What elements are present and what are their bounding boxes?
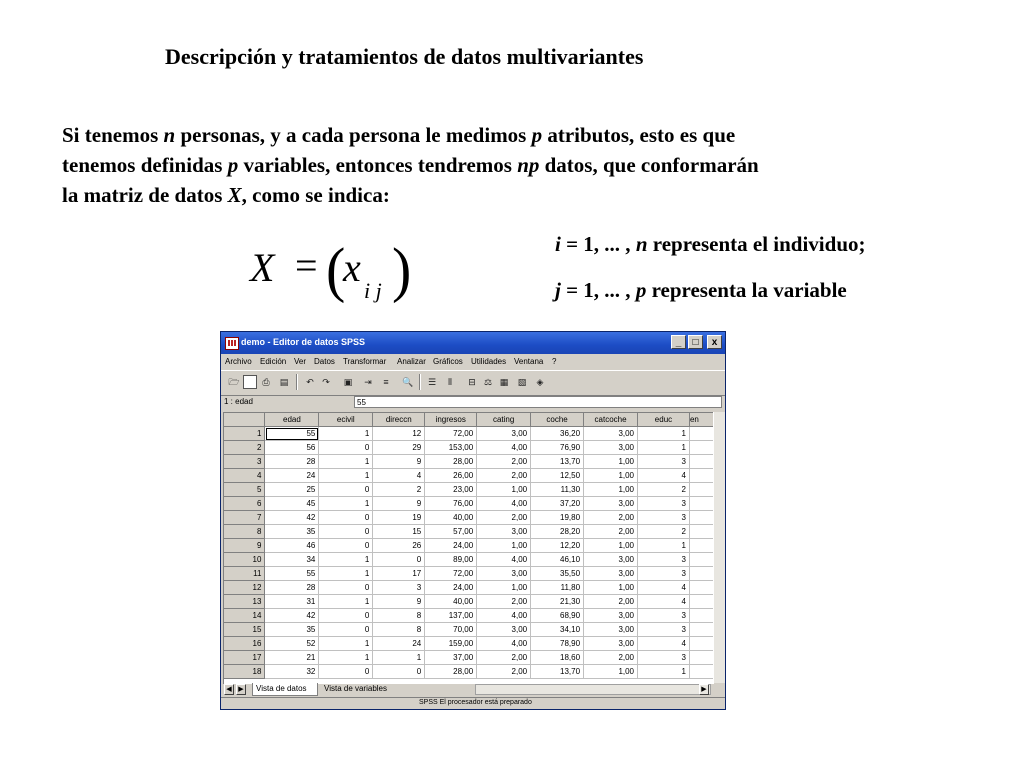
table-cell[interactable]: 2,00 <box>584 525 638 539</box>
spss-app-icon[interactable] <box>225 337 239 350</box>
table-cell[interactable]: 1,00 <box>477 483 531 497</box>
table-cell-empty[interactable] <box>689 567 713 581</box>
row-header[interactable]: 17 <box>224 651 265 665</box>
table-cell[interactable]: 1 <box>638 427 690 441</box>
table-cell[interactable]: 1 <box>319 637 373 651</box>
table-cell[interactable]: 2,00 <box>584 595 638 609</box>
table-cell[interactable]: 56 <box>265 441 319 455</box>
column-header-row <box>224 413 714 427</box>
table-cell[interactable]: 137,00 <box>425 609 477 623</box>
formula-close-paren: ) <box>392 235 412 304</box>
table-cell[interactable]: 42 <box>265 609 319 623</box>
table-cell[interactable]: 37,00 <box>425 651 477 665</box>
column-header[interactable]: edad <box>265 413 319 427</box>
table-row <box>224 441 714 455</box>
table-cell[interactable]: 2,00 <box>477 469 531 483</box>
cell-reference: 1 : edad <box>224 397 253 406</box>
table-cell[interactable]: 11,30 <box>531 483 584 497</box>
table-cell[interactable]: 1,00 <box>584 483 638 497</box>
table-cell[interactable]: 1 <box>319 427 373 441</box>
table-cell[interactable]: 24,00 <box>425 581 477 595</box>
menu-transformar[interactable]: Transformar <box>343 357 387 366</box>
table-cell-empty[interactable] <box>689 581 713 595</box>
table-cell-empty[interactable] <box>689 651 713 665</box>
select-cases-icon[interactable]: ▦ <box>499 377 509 387</box>
table-cell-empty[interactable] <box>689 539 713 553</box>
formula-element: x <box>343 245 361 290</box>
table-cell[interactable]: 2,00 <box>477 595 531 609</box>
table-row <box>224 525 714 539</box>
table-cell[interactable]: 3 <box>373 581 425 595</box>
table-cell[interactable]: 12,20 <box>531 539 584 553</box>
column-header[interactable]: catcoche <box>584 413 638 427</box>
table-cell[interactable]: 42 <box>265 511 319 525</box>
row-header[interactable]: 6 <box>224 497 265 511</box>
row-header[interactable]: 16 <box>224 637 265 651</box>
table-cell[interactable]: 26 <box>373 539 425 553</box>
row-header[interactable]: 13 <box>224 595 265 609</box>
menu-ventana[interactable]: Ventana <box>514 357 544 366</box>
table-cell[interactable]: 72,00 <box>425 427 477 441</box>
table-cell[interactable]: 1,00 <box>477 581 531 595</box>
table-cell[interactable]: 4,00 <box>477 441 531 455</box>
table-cell[interactable]: 89,00 <box>425 553 477 567</box>
row-header[interactable]: 3 <box>224 455 265 469</box>
table-cell[interactable]: 3,00 <box>477 567 531 581</box>
table-cell[interactable]: 1,00 <box>584 539 638 553</box>
table-cell[interactable]: 4 <box>638 637 690 651</box>
table-cell[interactable]: 28,00 <box>425 665 477 679</box>
toolbar <box>221 370 725 396</box>
table-cell[interactable]: 0 <box>319 581 373 595</box>
maximize-button[interactable]: □ <box>688 335 703 349</box>
table-cell[interactable]: 4 <box>638 469 690 483</box>
column-header[interactable]: coche <box>531 413 584 427</box>
table-cell[interactable]: 76,90 <box>531 441 584 455</box>
table-cell[interactable]: 153,00 <box>425 441 477 455</box>
table-cell[interactable]: 19,80 <box>531 511 584 525</box>
table-cell[interactable]: 2,00 <box>477 511 531 525</box>
status-text: SPSS El procesador está preparado <box>419 699 532 706</box>
table-cell[interactable]: 3,00 <box>477 427 531 441</box>
table-cell-empty[interactable] <box>689 427 713 441</box>
table-cell[interactable]: 0 <box>319 665 373 679</box>
table-cell[interactable]: 3 <box>638 609 690 623</box>
tab-vista-de-variables[interactable]: Vista de variables <box>324 684 387 693</box>
weight-cases-icon[interactable]: ⚖ <box>483 377 493 387</box>
table-cell[interactable]: 4 <box>638 581 690 595</box>
table-cell[interactable]: 31 <box>265 595 319 609</box>
corner-header[interactable] <box>224 413 265 427</box>
table-cell[interactable]: 36,20 <box>531 427 584 441</box>
table-row <box>224 581 714 595</box>
window-titlebar[interactable] <box>221 332 725 354</box>
formula-lhs: X <box>250 245 275 290</box>
table-cell[interactable]: 4 <box>373 469 425 483</box>
table-cell[interactable]: 1,00 <box>584 581 638 595</box>
table-cell[interactable]: 3 <box>638 553 690 567</box>
table-cell[interactable]: 1 <box>319 455 373 469</box>
tab-prev-arrow-icon[interactable]: ◀ <box>224 684 234 695</box>
dialog-recall-icon[interactable]: ▤ <box>279 377 289 387</box>
table-cell[interactable]: 3,00 <box>584 623 638 637</box>
table-cell[interactable]: 25 <box>265 483 319 497</box>
table-cell[interactable]: 12,50 <box>531 469 584 483</box>
table-cell[interactable]: 0 <box>319 483 373 497</box>
table-cell-empty[interactable] <box>689 637 713 651</box>
menu-analizar[interactable]: Analizar <box>397 357 426 366</box>
table-row <box>224 497 714 511</box>
sheet-tabs-bar <box>221 683 725 697</box>
table-cell[interactable]: 3,00 <box>584 609 638 623</box>
table-cell[interactable]: 0 <box>319 525 373 539</box>
row-header[interactable]: 4 <box>224 469 265 483</box>
table-cell[interactable]: 1 <box>638 539 690 553</box>
formula-equals: = <box>295 243 318 288</box>
table-cell[interactable]: 1 <box>319 469 373 483</box>
definition-j: j = 1, ... , p representa la variable <box>555 278 847 302</box>
status-bar <box>221 697 725 709</box>
table-cell[interactable]: 28 <box>265 455 319 469</box>
data-table <box>224 413 714 679</box>
goto-chart-icon[interactable]: ▣ <box>343 377 353 387</box>
table-cell[interactable]: 1 <box>319 553 373 567</box>
table-cell[interactable]: 21 <box>265 651 319 665</box>
table-row <box>224 665 714 679</box>
column-header[interactable]: educ <box>638 413 690 427</box>
table-cell[interactable]: 17 <box>373 567 425 581</box>
table-cell[interactable]: 3,00 <box>477 623 531 637</box>
table-row <box>224 567 714 581</box>
table-cell[interactable]: 55 <box>265 427 319 441</box>
menu-ver[interactable]: Ver <box>294 357 307 366</box>
table-cell[interactable]: 2,00 <box>584 651 638 665</box>
table-row <box>224 483 714 497</box>
row-header[interactable]: 18 <box>224 665 265 679</box>
table-cell[interactable]: 57,00 <box>425 525 477 539</box>
table-cell[interactable]: 24 <box>373 637 425 651</box>
table-cell[interactable]: 9 <box>373 455 425 469</box>
row-header[interactable]: 11 <box>224 567 265 581</box>
table-cell[interactable]: 13,70 <box>531 455 584 469</box>
split-file-icon[interactable]: ⊟ <box>468 377 476 387</box>
table-cell-empty[interactable] <box>689 497 713 511</box>
menu-utilidades[interactable]: Utilidades <box>471 357 507 366</box>
table-row <box>224 455 714 469</box>
intro-line-3: la matriz de datos X, como se indica: <box>62 183 390 207</box>
use-sets-icon[interactable]: ◈ <box>536 377 544 387</box>
table-cell-empty[interactable] <box>689 483 713 497</box>
column-header[interactable]: direccn <box>373 413 425 427</box>
column-header[interactable]: ingresos <box>425 413 477 427</box>
scroll-right-arrow-icon[interactable]: ▶ <box>699 684 709 695</box>
table-cell[interactable]: 0 <box>319 441 373 455</box>
table-cell[interactable]: 4,00 <box>477 497 531 511</box>
table-cell[interactable]: 78,90 <box>531 637 584 651</box>
table-cell[interactable]: 23,00 <box>425 483 477 497</box>
table-cell[interactable]: 3,00 <box>584 567 638 581</box>
table-cell[interactable]: 21,30 <box>531 595 584 609</box>
minimize-button[interactable]: _ <box>671 335 686 349</box>
toolbar-separator <box>419 374 421 390</box>
table-cell[interactable]: 4,00 <box>477 637 531 651</box>
table-cell[interactable]: 1 <box>319 497 373 511</box>
table-cell[interactable]: 0 <box>319 609 373 623</box>
table-cell[interactable]: 9 <box>373 595 425 609</box>
table-cell[interactable]: 35 <box>265 525 319 539</box>
table-row <box>224 553 714 567</box>
table-cell[interactable]: 2,00 <box>477 665 531 679</box>
column-header[interactable]: cating <box>477 413 531 427</box>
table-cell[interactable]: 0 <box>319 623 373 637</box>
table-cell[interactable]: 3,00 <box>584 637 638 651</box>
spss-window <box>221 332 725 709</box>
table-cell[interactable]: 1 <box>319 567 373 581</box>
tab-next-arrow-icon[interactable]: ▶ <box>236 684 246 695</box>
table-cell[interactable]: 9 <box>373 497 425 511</box>
table-cell[interactable]: 159,00 <box>425 637 477 651</box>
table-cell[interactable]: 76,00 <box>425 497 477 511</box>
table-cell[interactable]: 46,10 <box>531 553 584 567</box>
table-cell[interactable]: 3 <box>638 567 690 581</box>
table-cell[interactable]: 40,00 <box>425 595 477 609</box>
table-cell[interactable]: 35,50 <box>531 567 584 581</box>
goto-case-icon[interactable]: ⇥ <box>364 377 372 387</box>
table-cell[interactable]: 26,00 <box>425 469 477 483</box>
open-folder-icon[interactable]: 🗁 <box>228 377 240 387</box>
table-cell[interactable]: 11,80 <box>531 581 584 595</box>
tab-vista-de-datos[interactable]: Vista de datos <box>252 683 318 696</box>
value-labels-icon[interactable]: ▧ <box>517 377 527 387</box>
table-row <box>224 637 714 651</box>
column-header[interactable]: en <box>689 413 713 427</box>
column-header[interactable]: ecivil <box>319 413 373 427</box>
table-cell[interactable]: 1,00 <box>584 455 638 469</box>
table-cell[interactable]: 52 <box>265 637 319 651</box>
table-cell[interactable]: 8 <box>373 609 425 623</box>
table-row <box>224 609 714 623</box>
menu-graficos[interactable]: Gráficos <box>433 357 463 366</box>
table-cell[interactable]: 3 <box>638 455 690 469</box>
undo-icon[interactable]: ↶ <box>306 377 314 387</box>
table-row <box>224 623 714 637</box>
table-cell[interactable]: 24,00 <box>425 539 477 553</box>
intro-line-2: tenemos definidas p variables, entonces tendremos np datos, que conformarán <box>62 153 759 177</box>
menu-edicion[interactable]: Edición <box>260 357 287 366</box>
formula-subscript: i j <box>364 278 382 303</box>
table-cell[interactable]: 3,00 <box>584 427 638 441</box>
table-cell[interactable]: 3,00 <box>584 553 638 567</box>
table-cell[interactable]: 3 <box>638 651 690 665</box>
table-cell[interactable]: 15 <box>373 525 425 539</box>
window-title: demo - Editor de datos SPSS <box>241 337 366 347</box>
table-cell[interactable]: 3,00 <box>584 441 638 455</box>
table-row <box>224 651 714 665</box>
matrix-formula <box>250 235 420 308</box>
table-cell-empty[interactable] <box>689 441 713 455</box>
data-grid <box>223 412 714 684</box>
table-cell[interactable]: 12 <box>373 427 425 441</box>
table-cell[interactable]: 0 <box>373 553 425 567</box>
table-cell[interactable]: 0 <box>319 539 373 553</box>
insert-case-icon[interactable]: ☰ <box>427 377 437 387</box>
row-header[interactable]: 14 <box>224 609 265 623</box>
table-cell-empty[interactable] <box>689 469 713 483</box>
table-cell-empty[interactable] <box>689 609 713 623</box>
close-button[interactable]: x <box>707 335 722 349</box>
table-cell[interactable]: 2,00 <box>477 455 531 469</box>
table-cell[interactable]: 40,00 <box>425 511 477 525</box>
table-cell[interactable]: 24 <box>265 469 319 483</box>
table-cell[interactable]: 35 <box>265 623 319 637</box>
cell-value-input[interactable]: 55 <box>354 396 722 408</box>
print-icon[interactable]: ⎙ <box>262 377 270 387</box>
table-cell-empty[interactable] <box>689 455 713 469</box>
intro-paragraph <box>62 120 962 210</box>
table-cell[interactable]: 68,90 <box>531 609 584 623</box>
table-cell[interactable]: 1 <box>319 595 373 609</box>
menu-bar <box>221 354 725 370</box>
table-cell[interactable]: 28 <box>265 581 319 595</box>
insert-variable-icon[interactable]: ⫴ <box>448 377 452 387</box>
table-cell[interactable]: 3 <box>638 511 690 525</box>
table-row <box>224 595 714 609</box>
menu-help[interactable]: ? <box>552 357 557 366</box>
row-header[interactable]: 7 <box>224 511 265 525</box>
table-cell[interactable]: 3 <box>638 497 690 511</box>
table-cell[interactable]: 1 <box>638 665 690 679</box>
table-cell[interactable]: 72,00 <box>425 567 477 581</box>
variables-icon[interactable]: ≡ <box>383 377 389 387</box>
table-cell[interactable]: 4,00 <box>477 553 531 567</box>
table-cell[interactable]: 55 <box>265 567 319 581</box>
table-cell[interactable]: 29 <box>373 441 425 455</box>
table-cell-empty[interactable] <box>689 665 713 679</box>
table-cell[interactable]: 45 <box>265 497 319 511</box>
table-cell[interactable]: 4 <box>638 595 690 609</box>
table-cell[interactable]: 0 <box>373 665 425 679</box>
vertical-scrollbar[interactable] <box>713 412 725 683</box>
table-cell[interactable]: 3,00 <box>477 525 531 539</box>
table-cell[interactable]: 1,00 <box>584 665 638 679</box>
table-cell[interactable]: 70,00 <box>425 623 477 637</box>
save-icon[interactable] <box>243 375 257 389</box>
table-cell[interactable]: 32 <box>265 665 319 679</box>
table-cell[interactable]: 28,20 <box>531 525 584 539</box>
table-cell-empty[interactable] <box>689 623 713 637</box>
table-cell[interactable]: 19 <box>373 511 425 525</box>
table-cell[interactable]: 13,70 <box>531 665 584 679</box>
table-cell[interactable]: 2 <box>638 483 690 497</box>
table-row <box>224 469 714 483</box>
table-cell[interactable]: 3 <box>638 623 690 637</box>
row-header[interactable]: 10 <box>224 553 265 567</box>
row-header[interactable]: 9 <box>224 539 265 553</box>
table-cell-empty[interactable] <box>689 595 713 609</box>
table-cell-empty[interactable] <box>689 525 713 539</box>
row-header[interactable]: 1 <box>224 427 265 441</box>
menu-datos[interactable]: Datos <box>314 357 335 366</box>
row-header[interactable]: 15 <box>224 623 265 637</box>
table-cell[interactable]: 1 <box>373 651 425 665</box>
table-row <box>224 511 714 525</box>
table-cell[interactable]: 37,20 <box>531 497 584 511</box>
slide-title: Descripción y tratamientos de datos multivariantes <box>165 44 644 69</box>
table-cell[interactable]: 2,00 <box>477 651 531 665</box>
formula-open-paren: ( <box>326 235 346 304</box>
table-cell[interactable]: 34,10 <box>531 623 584 637</box>
table-cell[interactable]: 2 <box>373 483 425 497</box>
table-cell[interactable]: 1,00 <box>584 469 638 483</box>
table-cell[interactable]: 34 <box>265 553 319 567</box>
toolbar-separator <box>296 374 298 390</box>
table-cell[interactable]: 1 <box>319 651 373 665</box>
table-cell[interactable]: 1 <box>638 441 690 455</box>
horizontal-scrollbar[interactable] <box>475 684 711 695</box>
row-header[interactable]: 5 <box>224 483 265 497</box>
row-header[interactable]: 12 <box>224 581 265 595</box>
cell-editor-bar <box>221 395 725 410</box>
row-header[interactable]: 2 <box>224 441 265 455</box>
table-cell[interactable]: 46 <box>265 539 319 553</box>
table-cell[interactable]: 2 <box>638 525 690 539</box>
row-header[interactable]: 8 <box>224 525 265 539</box>
table-row <box>224 427 714 441</box>
table-cell[interactable]: 8 <box>373 623 425 637</box>
table-cell-empty[interactable] <box>689 553 713 567</box>
menu-archivo[interactable]: Archivo <box>225 357 252 366</box>
intro-line-1: Si tenemos n personas, y a cada persona le medimos p atributos, esto es que <box>62 123 736 147</box>
table-cell[interactable]: 2,00 <box>584 511 638 525</box>
find-icon[interactable]: 🔍 <box>402 377 414 387</box>
table-cell[interactable]: 28,00 <box>425 455 477 469</box>
table-row <box>224 539 714 553</box>
table-cell[interactable]: 1,00 <box>477 539 531 553</box>
table-cell[interactable]: 3,00 <box>584 497 638 511</box>
redo-icon[interactable]: ↷ <box>322 377 330 387</box>
table-cell[interactable]: 18,60 <box>531 651 584 665</box>
table-cell[interactable]: 0 <box>319 511 373 525</box>
table-cell-empty[interactable] <box>689 511 713 525</box>
definition-i: i = 1, ... , n representa el individuo; <box>555 232 866 256</box>
table-cell[interactable]: 4,00 <box>477 609 531 623</box>
